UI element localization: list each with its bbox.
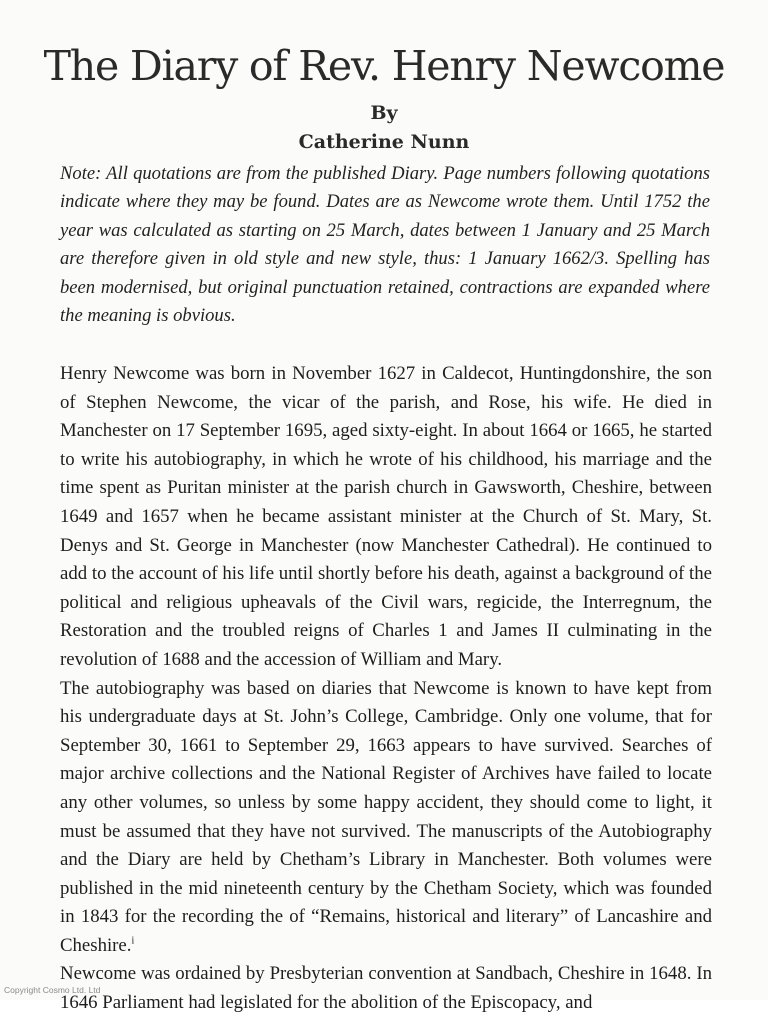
footnote-marker: i xyxy=(131,935,135,947)
body-paragraph: The autobiography was based on diaries that Newcome is known to have kept from his undergraduate days at St. John’s College, Cambridge. Only one volume, that for September 30, 1661 to September 29, 1663 appears to have survived. Searches of major archive collections and the National Register of Archives have failed to locate any other volumes, so unless by some happy accident, they should come to light, it must be assumed that they have not survived. The manuscripts of the Autobiography and the Diary are held by Chetham’s Library in Manchester. Both volumes were published in the mid nineteenth century by the Chetham Society, which was founded in 1843 for the recording the of “Remains, historical and literary” of Lancashire and Cheshire.$^i$ xyxy=(60,677,712,956)
byline-label: By xyxy=(370,102,398,124)
author-name: Catherine Nunn xyxy=(298,131,470,153)
copyright-watermark: Copyright Cosmo Ltd. Ltd xyxy=(4,985,101,995)
body-paragraph: Newcome was ordained by Presbyterian convention at Sandbach, Cheshire in 1648. In 1646 Parliament had legislated for the abolition of the Episcopacy, and xyxy=(60,963,712,1014)
body-paragraph: Henry Newcome was born in November 1627 in Caldecot, Huntingdonshire, the son of Stephen Newcome, the vicar of the parish, and Rose, his wife. He died in Manchester on 17 September 1695, aged sixty-eight. In about 1664 or 1665, he started to write his autobiography, in which he wrote of his childhood, his marriage and the time spent as Puritan minister at the parish church in Gawsworth, Cheshire, between 1649 and 1657 when he became assistant minister at the Church of St. Mary, St. Denys and St. George in Manchester (now Manchester Cathedral). He continued to add to the account of his life until shortly before his death, against a background of the political and religious upheavals of the Civil wars, regicide, the Interregnum, the Restoration and the troubled reigns of Charles 1 and James II culminating in the revolution of 1688 and the accession of William and Mary. xyxy=(60,363,712,670)
article-body xyxy=(60,360,712,1018)
article-title: The Diary of Rev. Henry Newcome xyxy=(43,42,725,90)
editorial-note: Note: All quotations are from the published Diary. Page numbers following quotations indicate where they may be found. Dates are as Newcome wrote them. Until 1752 the year was calculated as starting on 25 March, dates between 1 January and 25 March are therefore given in old style and new style, thus: 1 January 1662/3. Spelling has been modernised, but original punctuation retained, contractions are expanded where the meaning is obvious. xyxy=(60,163,710,327)
